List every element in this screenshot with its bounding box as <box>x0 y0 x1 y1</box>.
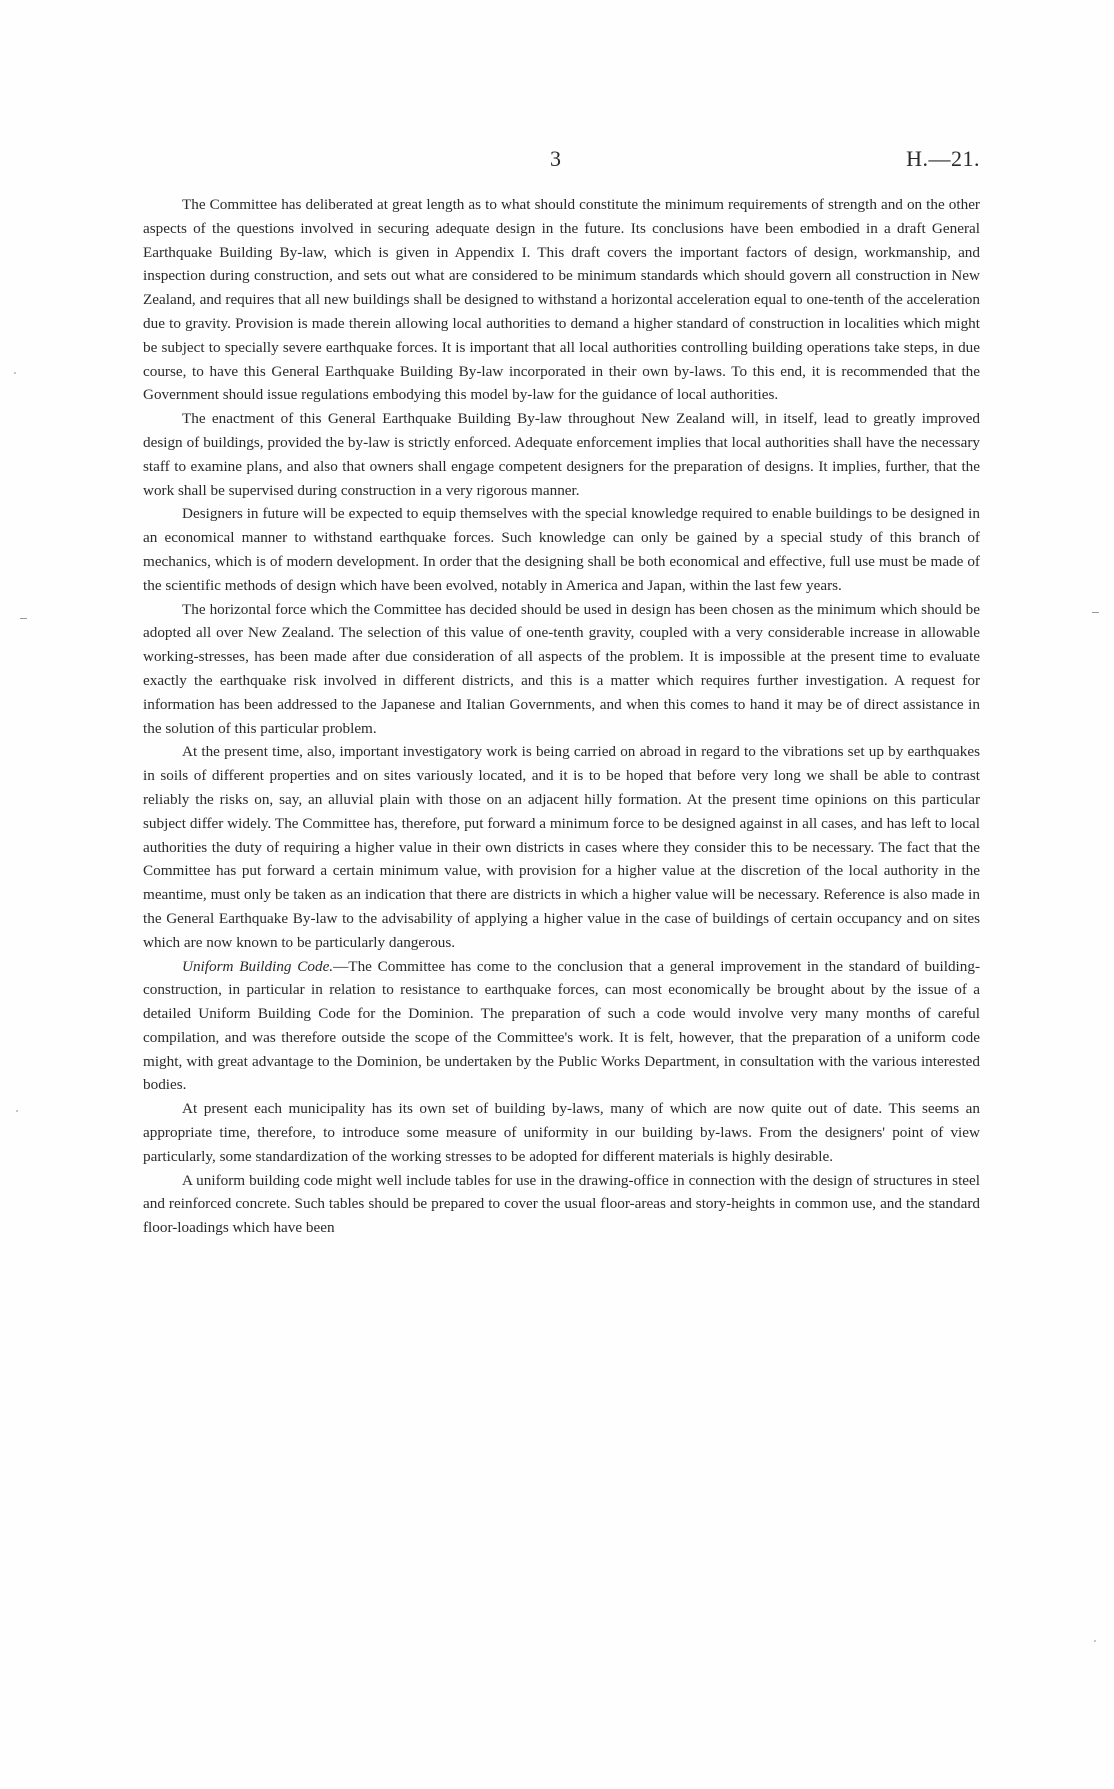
scan-speck <box>16 1110 18 1112</box>
document-reference: H.—21. <box>906 146 980 171</box>
paragraph-drawing-office-tables: A uniform building code might well include tables for use in the drawing-office in connection with the design of structures in steel and reinforced concrete. Such tables should be prepared to cover the usual floor-areas and story-heights in common use, and the standard floor-loadings which have been <box>143 1171 980 1237</box>
paragraph-designers: Designers in future will be expected to equip themselves with the special knowledge required to enable buildings to be designed in an economical manner to withstand earthquake forces. Such knowledge can only be gained by a special study of this branch of mechanics, which is of modern development. In order that the designing shall be both economical and effective, full use must be made of the scientific methods of design which have been evolved, notably in America and Japan, within the last few years. <box>143 505 980 594</box>
scan-margin-mark <box>20 618 27 619</box>
page-number: 3 <box>550 146 562 171</box>
paragraph-investigatory-work: At the present time, also, important investigatory work is being carried on abroad in regard to the vibrations set up by earthquakes in soils of different properties and on sites variously located, and it is to be hoped that before very long we shall be able to contrast reliably the risks on, say, an alluvial plain with those on an adjacent hilly formation. At the present time opinions on this particular subject differ widely. The Committee has, therefore, put forward a minimum force to be designed against in all cases, and has left to local authorities the duty of requiring a higher value in their own districts in cases where they consider this to be necessary. The fact that the Committee has put forward a certain minimum value, with provision for a higher value at the discretion of the local authority in the meantime, must only be taken as an indication that there are districts in which a higher value will be necessary. Reference is also made in the General Earthquake By-law to the advisability of applying a higher value in the case of buildings of certain occupancy and on sites which are now known to be particularly dangerous. <box>143 743 980 951</box>
scan-speck <box>14 372 16 374</box>
paragraph-enactment: The enactment of this General Earthquake Building By-law throughout New Zealand will, in itself, lead to greatly improved design of buildings, provided the by-law is strictly enforced. Adequate enforcement implies that local authorities shall have the necessary staff to examine plans, and also that owners shall engage competent designers for the preparation of designs. It implies, further, that the work shall be supervised during construction in a very rigorous manner. <box>143 410 980 499</box>
paragraph-uniform-building-code <box>143 955 980 1098</box>
scan-margin-mark <box>1092 612 1099 613</box>
scan-speck <box>1094 1640 1096 1642</box>
uniform-code-text: —The Committee has come to the conclusion that a general improvement in the standard of building-construction, in particular in relation to resistance to earthquake forces, can most economically be brought about by the issue of a detailed Uniform Building Code for the Dominion. The preparation of such a code would involve very many months of careful compilation, and was therefore outside the scope of the Committee's work. It is felt, however, that the preparation of a uniform code might, with great advantage to the Dominion, be undertaken by the Public Works Department, in consultation with the various interested bodies. <box>143 957 980 1094</box>
uniform-code-heading: Uniform Building Code. <box>182 957 334 975</box>
paragraph-horizontal-force: The horizontal force which the Committee has decided should be used in design has been chosen as the minimum which should be adopted all over New Zealand. The selection of this value of one-tenth gravity, coupled with a very considerable increase in allowable working-stresses, has been made after due consideration of all aspects of the problem. It is impossible at the present time to evaluate exactly the earthquake risk involved in different districts, and this is a matter which requires further investigation. A request for information has been addressed to the Japanese and Italian Governments, and when this comes to hand it may be of direct assistance in the solution of this particular problem. <box>143 600 980 737</box>
body-text <box>143 193 980 1240</box>
page-header <box>180 146 980 176</box>
paragraph-municipal-bylaws: At present each municipality has its own set of building by-laws, many of which are now quite out of date. This seems an appropriate time, therefore, to introduce some measure of uniformity in our building by-laws. From the designers' point of view particularly, some standardization of the working stresses to be adopted for different materials is highly desirable. <box>143 1100 980 1165</box>
paragraph-minimum-requirements: The Committee has deliberated at great length as to what should constitute the minimum requirements of strength and on the other aspects of the questions involved in securing adequate design in the future. Its conclusions have been embodied in a draft General Earthquake Building By-law, which is given in Appendix I. This draft covers the important factors of design, workmanship, and inspection during construction, and sets out what are considered to be minimum standards which should govern all construction in New Zealand, and requires that all new buildings shall be designed to withstand a horizontal acceleration equal to one-tenth of the acceleration due to gravity. Provision is made therein allowing local authorities to demand a higher standard of construction in localities which might be subject to specially severe earthquake forces. It is important that all local authorities controlling building operations take steps, in due course, to have this General Earthquake Building By-law incorporated in their own by-laws. To this end, it is recommended that the Government should issue regulations embodying this model by-law for the guidance of local authorities. <box>143 196 980 404</box>
